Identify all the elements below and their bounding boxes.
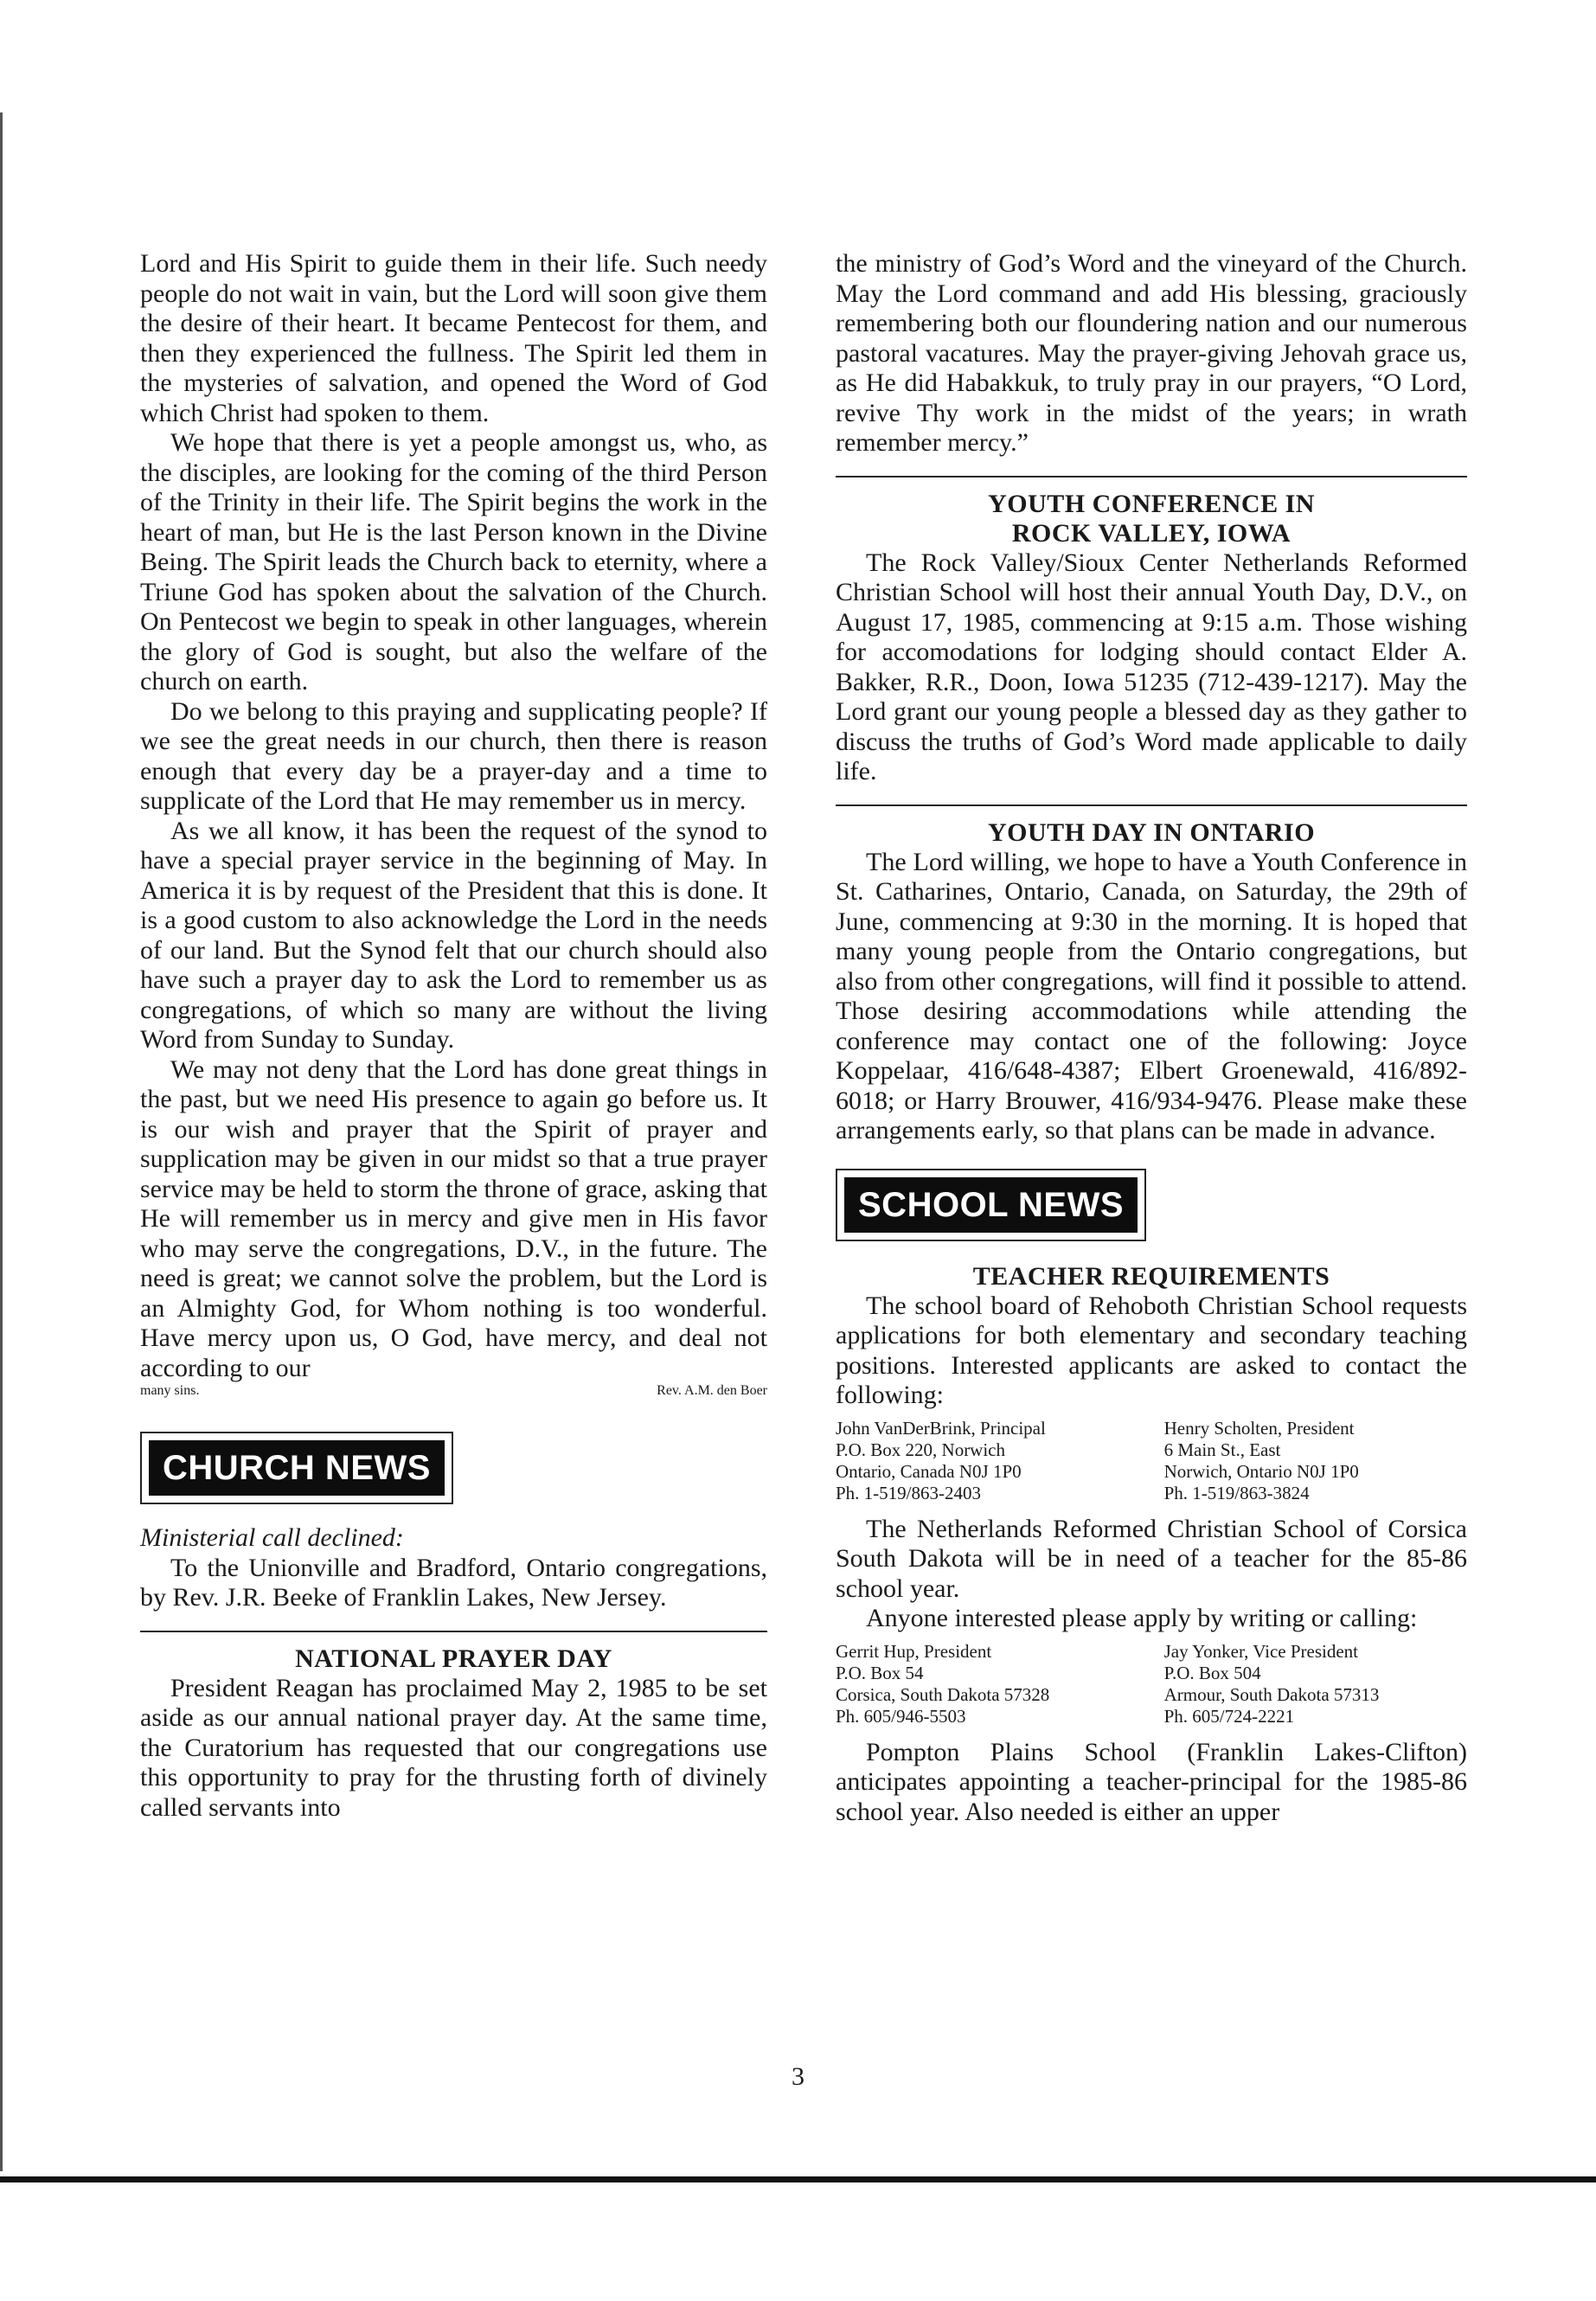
contact-line: Armour, South Dakota 57313: [1163, 1683, 1380, 1705]
contact-line: Jay Yonker, Vice President: [1163, 1640, 1359, 1662]
paragraph: Do we belong to this praying and supplicating people? If we see the great needs in our church, then there is reason enough that every day be a prayer-day and a time to supplicate of the Lord that He may remember us in mercy.: [140, 696, 767, 815]
page-number: 3: [792, 2062, 804, 2091]
youth-conference-heading-line1: YOUTH CONFERENCE IN: [988, 489, 1315, 518]
contact-block: [1164, 1418, 1467, 1504]
pompton-text: Pompton Plains School (Franklin Lakes-Clifton) anticipates appointing a teacher-principal for the 1985-86 school year. Also needed is either an upper: [836, 1737, 1467, 1826]
prayer-day-heading: NATIONAL PRAYER DAY: [295, 1644, 612, 1673]
teacher-requirements-text: The school board of Rehoboth Christian School requests applications for both elementary and secondary teaching positions. Interested applicants are asked to contact the following:: [836, 1291, 1467, 1409]
corsica-contacts: [836, 1641, 1467, 1727]
contact-line: Corsica, South Dakota 57328: [836, 1683, 1050, 1705]
contact-block: [836, 1641, 1138, 1727]
school-news-banner: [836, 1169, 1146, 1241]
corsica-text: The Netherlands Reformed Christian School of Corsica South Dakota will be in need of a teacher for the 85-86 school year.: [836, 1514, 1467, 1603]
contact-line: John VanDerBrink, Principal: [836, 1417, 1046, 1439]
contact-block: [836, 1418, 1138, 1504]
contact-line: Ph. 605/724-2221: [1163, 1705, 1295, 1727]
prayer-day-text: President Reagan has proclaimed May 2, 1985 to be set aside as our annual national prayer day. At the same time, the Curatorium has requested that our congregations use this opportunity to pray for the thrusting forth of divinely called servants into: [140, 1673, 767, 1822]
apply-text: Anyone interested please apply by writing or calling:: [866, 1604, 1418, 1632]
right-column: [836, 249, 1467, 1827]
left-column: [140, 249, 767, 1823]
church-news-banner: [140, 1432, 453, 1504]
school-news-label: SCHOOL NEWS: [844, 1177, 1138, 1233]
youth-conference-heading-line2: ROCK VALLEY, IOWA: [1011, 518, 1292, 548]
closing-text: many sins.: [140, 1383, 200, 1398]
section-divider: [836, 804, 1467, 806]
paragraph: As we all know, it has been the request of the synod to have a special prayer service in the beginning of May. In America it is by request of the President that this is done. It is a good custom to also acknowledge the Lord in the needs of our land. But the Synod felt that our church should also have such a prayer day to ask the Lord to remember us as congregations, of which so many are without the living Word from Sunday to Sunday.: [140, 816, 767, 1054]
contact-line: Ph. 1-519/863-2403: [836, 1482, 981, 1503]
paragraph: We hope that there is yet a people amongst us, who, as the disciples, are looking for the coming of the third Person of the Trinity in their life. The Spirit begins the work in the heart of man, but He is the last Person known in the Divine Being. The Spirit leads the Church back to eternity, where a Triune God has spoken about the salvation of the Church. On Pentecost we begin to speak in other languages, wherein the glory of God is sought, but also the welfare of the church on earth.: [140, 428, 767, 695]
article-signoff: [140, 1383, 767, 1399]
ministerial-label: Ministerial call declined:: [140, 1523, 404, 1552]
continued-text: the ministry of God’s Word and the vineyard of the Church. May the Lord command and add His blessing, graciously remembering both our floundering nation and our numerous pastoral vacatures. May the prayer-giving Jehovah grace us, as He did Habakkuk, to truly pray in our prayers, “O Lord, revive Thy work in the midst of the years; in wrath remember mercy.”: [836, 249, 1467, 457]
church-news-label: CHURCH NEWS: [149, 1440, 445, 1496]
youth-conference-text: The Rock Valley/Sioux Center Netherlands Reformed Christian School will host their annual Youth Day, D.V., on August 17, 1985, commencing at 9:15 a.m. Those wishing for accomodations for lodging should contact Elder A. Bakker, R.R., Doon, Iowa 51235 (712-439-1217). May the Lord grant our young people a blessed day as they gather to discuss the truths of God’s Word made applicable to daily life.: [836, 548, 1467, 785]
contact-line: Ph. 605/946-5503: [836, 1705, 966, 1727]
rehoboth-contacts: [836, 1418, 1467, 1504]
contact-line: P.O. Box 54: [836, 1662, 924, 1683]
paragraph: We may not deny that the Lord has done great things in the past, but we need His presence to again go before us. It is our wish and prayer that the Spirit of prayer and supplication may be given in our midst so that a true prayer service may be held to storm the throne of grace, asking that He will remember us in mercy and give men in His favor who may serve the congregations, D.V., in the future. The need is great; we cannot solve the problem, but the Lord is an Almighty God, for Whom nothing is too wonderful. Have mercy upon us, O God, have mercy, and deal not according to our: [140, 1054, 767, 1382]
contact-line: 6 Main St., East: [1163, 1439, 1281, 1460]
youth-day-text: The Lord willing, we hope to have a Youth Conference in St. Catharines, Ontario, Canada, on Saturday, the 29th of June, commencing at 9:30 in the morning. It is hoped that many young people from the Ontario congregations, but also from other congregations, will find it possible to attend. Those desiring accommodations while attending the conference may contact one of the following: Joyce Koppelaar, 416/648-4387; Elbert Groenewald, 416/892-6018; or Harry Brouwer, 416/934-9476. Please make these arrangements early, so that plans can be made in advance.: [836, 847, 1467, 1144]
paragraph: Lord and His Spirit to guide them in their life. Such needy people do not wait in vain, but the Lord will soon give them the desire of their heart. It became Pentecost for them, and then they experienced the fullness. The Spirit led them in the mysteries of salvation, and opened the Word of God which Christ had spoken to them.: [140, 249, 767, 427]
contact-line: P.O. Box 504: [1163, 1662, 1261, 1683]
contact-block: [1164, 1641, 1467, 1727]
contact-line: Norwich, Ontario N0J 1P0: [1163, 1460, 1359, 1482]
teacher-requirements-heading: TEACHER REQUIREMENTS: [972, 1261, 1330, 1291]
ministerial-text: To the Unionville and Bradford, Ontario congregations, by Rev. J.R. Beeke of Franklin Lakes, New Jersey.: [140, 1553, 767, 1612]
section-divider: [140, 1631, 767, 1632]
contact-line: Ontario, Canada N0J 1P0: [836, 1460, 1022, 1482]
contact-line: Ph. 1-519/863-3824: [1163, 1482, 1310, 1503]
youth-day-heading: YOUTH DAY IN ONTARIO: [987, 817, 1316, 847]
section-divider: [836, 476, 1467, 478]
contact-line: P.O. Box 220, Norwich: [836, 1439, 1006, 1460]
scan-edge-left: [0, 112, 3, 2171]
contact-line: Henry Scholten, President: [1163, 1417, 1355, 1439]
author-signature: Rev. A.M. den Boer: [657, 1383, 767, 1398]
contact-line: Gerrit Hup, President: [836, 1640, 992, 1662]
scan-edge-bottom: [0, 2176, 1596, 2182]
